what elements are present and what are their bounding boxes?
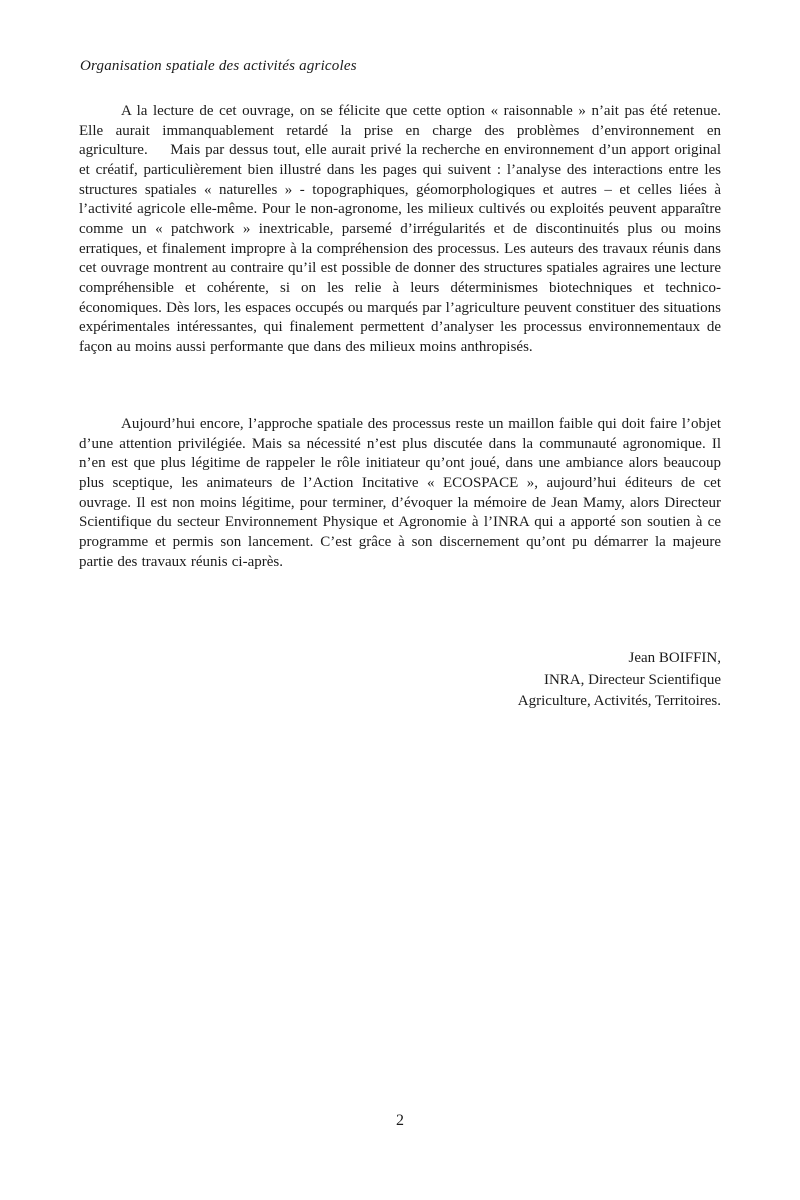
running-header: Organisation spatiale des activités agricoles xyxy=(80,58,357,74)
page-number: 2 xyxy=(396,1112,404,1129)
paragraph-2: Aujourd’hui encore, l’approche spatiale des processus reste un maillon faible qui doit faire l’objet d’une attention privilégiée. Mais sa nécessité n’est plus discutée dans la communauté agronomique. Il n’en est que plus légitime de rappeler le rôle initiateur qu’ont joué, dans une ambiance alors beaucoup plus sceptique, les animateurs de l’Action Incitative « ECOSPACE », aujourd’hui éditeurs de cet ouvrage. Il est non moins légitime, pour terminer, d’évoquer la mémoire de Jean Mamy, alors Directeur Scientifique du secteur Environnement Physique et Agronomie à l’INRA qui a apporté son soutien à ce programme et permis son lancement. C’est grâce à son discernement qu’ont pu démarrer la majeure partie des travaux réunis ci-après. xyxy=(79,416,721,570)
signature-role: INRA, Directeur Scientifique xyxy=(543,671,721,688)
signature-block xyxy=(518,648,721,713)
signature-department: Agriculture, Activités, Territoires. xyxy=(517,693,721,709)
signature-name: Jean BOIFFIN, xyxy=(628,650,721,666)
paragraph-1: A la lecture de cet ouvrage, on se félicite que cette option « raisonnable » n’ait pas été retenue. Elle aurait immanquablement retardé la prise en charge des problèmes d’environnement en agriculture. Mais par dessus tout, elle aurait privé la recherche en environnement d’un apport original et créatif, particulièrement bien illustré dans les pages qui suivent : l’analyse des interactions entre les structures spatiales « naturelles » - topographiques, géomorphologiques et autres – et celles liées à l’activité agricole elle-même. Pour le non-agronome, les milieux cultivés ou exploités peuvent apparaître comme un « patchwork » inextricable, parsemé d’irrégularités et de discontinuités plus ou moins erratiques, et finalement impropre à la compréhension des processus. Les auteurs des travaux réunis dans cet ouvrage montrent au contraire qu’il est possible de donner des structures spatiales agraires une lecture compréhensible et cohérente, si on les relie à leurs déterminismes biotechniques et technico-économiques. Dès lors, les espaces occupés ou marqués par l’agriculture peuvent constituer des situations expérimentales intéressantes, qui finalement permettent d’analyser les processus environnementaux de façon au moins aussi performante que dans des milieux moins anthropisés. xyxy=(79,103,721,355)
